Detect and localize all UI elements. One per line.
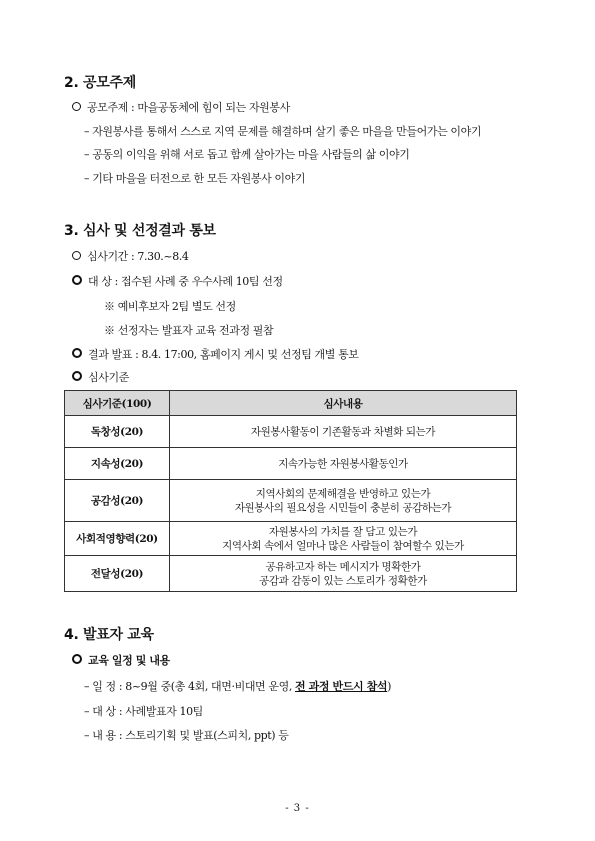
criteria-name: 전달성(20) [65,556,170,592]
education-content: – 내 용 : 스토리기획 및 발표(스피치, ppt) 등 [84,729,289,742]
criteria-desc [170,480,517,522]
section-3-title: 3. 심사 및 선정결과 통보 [64,223,216,239]
criteria-desc [170,522,517,556]
review-period [72,248,189,264]
schedule-text: – 일 정 : 8~9월 중(총 4회, 대면·비대면 운영, [84,680,296,693]
criteria-name: 독창성(20) [65,416,170,448]
table-row [65,416,517,448]
topic-item-1: – 자원봉사를 통해서 스스로 지역 문제를 해결하며 살기 좋은 마을을 만들어가는 이야기 [84,125,482,138]
review-period-text: 심사기간 : 7.30.~8.4 [87,250,189,263]
schedule-close: ) [387,680,392,693]
section-2-title: 2. 공모주제 [64,75,136,91]
criteria-desc: 자원봉사활동이 기존활동과 차별화 되는가 [170,416,517,448]
circle-bullet-icon [72,348,82,358]
table-row [65,480,517,522]
criteria-desc-line: 자원봉사의 가치를 잘 담고 있는가 [268,525,418,538]
criteria-table [64,390,517,592]
schedule-emphasis: 전 과정 반드시 참석 [295,680,388,693]
criteria-desc [170,556,517,592]
criteria-label-text: 심사기준 [88,371,129,384]
education-schedule [84,678,391,694]
note-attend: ※ 선정자는 발표자 교육 전과정 필참 [104,324,274,337]
education-subheading [72,652,170,668]
circle-bullet-icon [72,102,81,111]
education-subheading-text: 교육 일정 및 내용 [88,654,170,667]
topic-item-2: – 공동의 이익을 위해 서로 돕고 함께 살아가는 마을 사람들의 삶 이야기 [84,148,410,161]
table-row [65,556,517,592]
result-text: 결과 발표 : 8.4. 17:00, 홈페이지 게시 및 선정팀 개별 통보 [88,348,359,361]
topic-text: 공모주제 : 마을공동체에 힘이 되는 자원봉사 [87,101,290,114]
circle-bullet-icon [72,371,82,381]
criteria-name: 공감성(20) [65,480,170,522]
review-target-text: 대 상 : 접수된 사례 중 우수사례 10팀 선정 [88,275,283,288]
table-header-row [65,391,517,416]
result-announcement [72,346,359,362]
circle-bullet-icon [72,275,82,285]
circle-bullet-icon [72,654,82,664]
criteria-name: 지속성(20) [65,448,170,480]
criteria-label [72,369,129,385]
note-reserve: ※ 예비후보자 2팀 별도 선정 [104,300,236,313]
criteria-desc-line: 지역사회 속에서 얼마나 많은 사람들이 참여할수 있는가 [222,539,464,552]
review-target [72,273,283,289]
education-target: – 대 상 : 사례발표자 10팀 [84,705,203,718]
page-number: - 3 - [285,803,310,814]
table-header-content: 심사내용 [170,391,517,416]
circle-bullet-icon [72,251,81,260]
criteria-desc-line: 공유하고자 하는 메시지가 명확한가 [265,560,421,573]
topic-item-3: – 기타 마을을 터전으로 한 모든 자원봉사 이야기 [84,172,306,185]
table-header-criteria: 심사기준(100) [65,391,170,416]
table-row [65,448,517,480]
criteria-desc: 지속가능한 자원봉사활동인가 [170,448,517,480]
table-row [65,522,517,556]
criteria-name: 사회적영향력(20) [65,522,170,556]
criteria-desc-line: 자원봉사의 필요성을 시민들이 충분히 공감하는가 [234,501,452,514]
section-4-title: 4. 발표자 교육 [64,627,154,643]
criteria-desc-line: 공감과 감동이 있는 스토리가 정확한가 [259,574,427,587]
criteria-desc-line: 지역사회의 문제해결을 반영하고 있는가 [255,487,431,500]
topic-bullet [72,99,290,115]
